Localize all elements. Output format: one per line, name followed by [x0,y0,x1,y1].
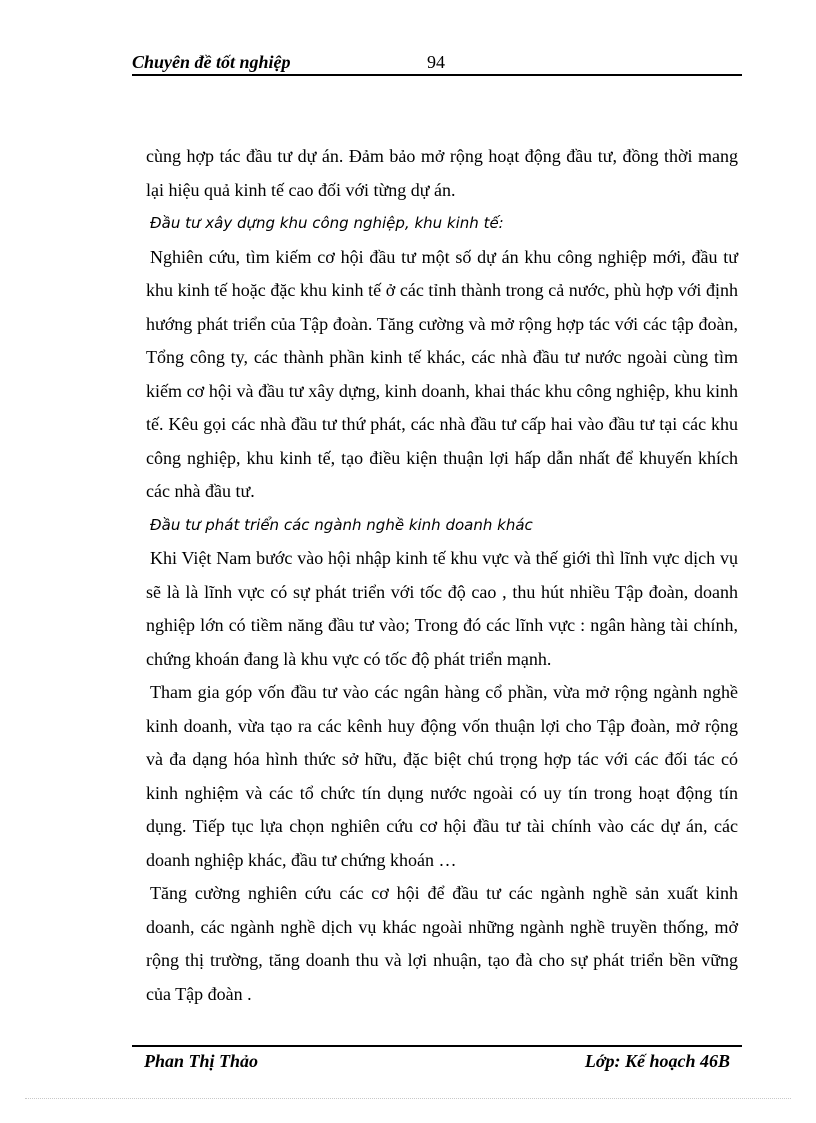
paragraph-4: Tham gia góp vốn đầu tư vào các ngân hàng cổ phần, vừa mở rộng ngành nghề kinh doanh, vừa tạo ra các kênh huy động vốn thuận lợi cho Tập đoàn, mở rộng và đa dạng hóa hình thức sở hữu, đặc biệt chú trọng hợp tác với các đối tác có kinh nghiệm và các tổ chức tín dụng nước ngoài có uy tín trong hoạt động tín dụng. Tiếp tục lựa chọn nghiên cứu cơ hội đầu tư tài chính vào các dự án, các doanh nghiệp khác, đầu tư chứng khoán … [146,682,738,870]
paragraph-2: Nghiên cứu, tìm kiếm cơ hội đầu tư một số dự án khu công nghiệp mới, đầu tư khu kinh tế hoặc đặc khu kinh tế ở các tỉnh thành trong cả nước, phù hợp với định hướng phát triển của Tập đoàn. Tăng cường và mở rộng hợp tác với các tập đoàn, Tổng công ty, các thành phần kinh tế khác, các nhà đầu tư nước ngoài cùng tìm kiếm cơ hội và đầu tư xây dựng, kinh doanh, khai thác khu công nghiệp, khu kinh tế. Kêu gọi các nhà đầu tư thứ phát, các nhà đầu tư cấp hai vào đầu tư tại các khu công nghiệp, khu kinh tế, tạo điều kiện thuận lợi hấp dẫn nhất để khuyến khích các nhà đầu tư. [146,246,738,501]
page-header [132,50,742,76]
page-footer [132,1045,742,1075]
header-title: Chuyên đề tốt nghiệp [132,52,291,72]
footer-class: Lớp: Kế hoạch 46B [584,1051,730,1071]
footer-author: Phan Thị Thảo [144,1051,259,1071]
section-heading-other-business: Đầu tư phát triển các ngành nghề kinh doanh khác [150,515,533,534]
page-bottom-edge [25,1098,791,1099]
paragraph-1: cùng hợp tác đầu tư dự án. Đảm bảo mở rộng hoạt động đầu tư, đồng thời mang lại hiệu quả kinh tế cao đối với từng dự án. [146,146,738,200]
paragraph-3: Khi Việt Nam bước vào hội nhập kinh tế khu vực và thế giới thì lĩnh vực dịch vụ sẽ là là lĩnh vực có sự phát triển với tốc độ cao , thu hút nhiều Tập đoàn, doanh nghiệp lớn có tiềm năng đầu tư vào; Trong đó các lĩnh vực : ngân hàng tài chính, chứng khoán đang là khu vực có tốc độ phát triển mạnh. [146,548,738,669]
page-content [146,140,738,1011]
header-rule [132,74,742,76]
page-number: 94 [427,52,445,72]
footer-rule [132,1045,742,1047]
paragraph-5: Tăng cường nghiên cứu các cơ hội để đầu tư các ngành nghề sản xuất kinh doanh, các ngành nghề dịch vụ khác ngoài những ngành nghề truyền thống, mở rộng thị trường, tăng doanh thu và lợi nhuận, tạo đà cho sự phát triển bền vững của Tập đoàn . [146,883,738,1004]
section-heading-industrial-zones: Đầu tư xây dựng khu công nghiệp, khu kinh tế: [150,214,504,232]
